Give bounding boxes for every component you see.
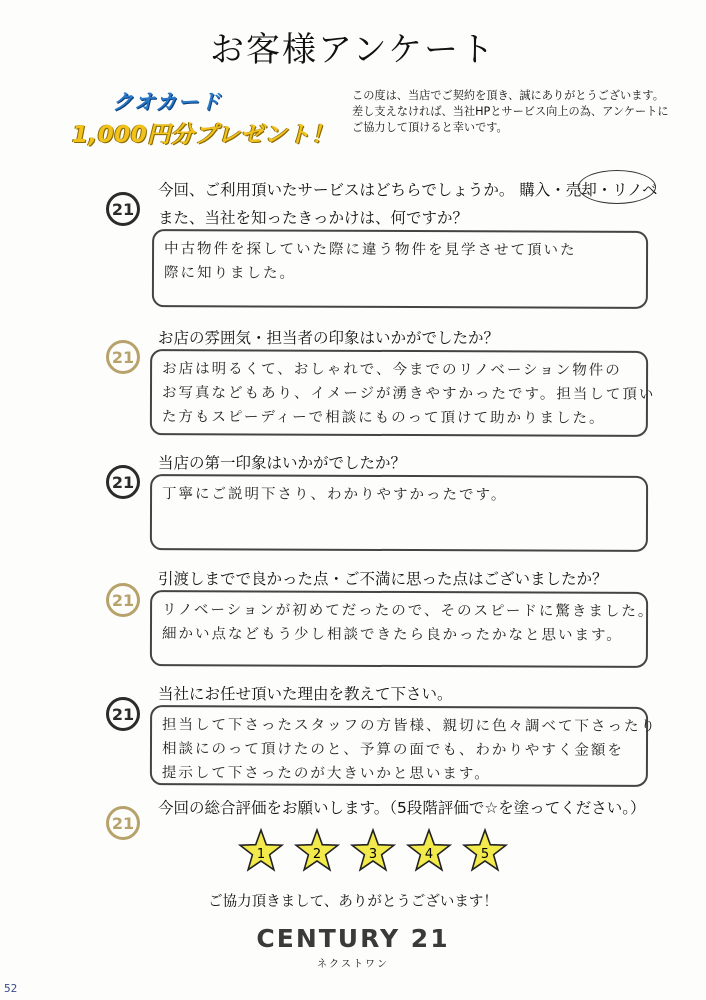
answer-line: 細かい点などもう少し相談できたら良かったかなと思います。 [161, 626, 623, 644]
rating-star-label: 5 [480, 847, 490, 862]
thanks-message: ご協力頂きまして、ありがとうございます！ [208, 894, 498, 910]
promo-amount: 1,000円分プレゼント！ [72, 122, 335, 148]
question-atmosphere: お店の雰囲気・担当者の印象はいかがでしたか？ [158, 329, 500, 347]
intro-line: ご協力して頂けると幸いです。 [352, 121, 508, 134]
answer-line: お写真などもあり、イメージが湧きやすかったです。担当して頂い [161, 385, 656, 403]
page-title: お客様アンケート [210, 30, 496, 70]
intro-line: この度は、当店でご契約を頂き、誠にありがとうございます。 [352, 89, 664, 102]
question-overall-rating: 今回の総合評価をお願いします。（5段階評価で☆を塗ってください。） [158, 799, 646, 817]
question-service: 今回、ご利用頂いたサービスはどちらでしょうか。 購入・売却・リノベ [158, 181, 658, 199]
question-handover: 引渡しまでで良かった点・ご不満に思った点はございましたか？ [158, 570, 608, 588]
answer-box-3[interactable] [150, 474, 648, 552]
century21-badge-icon: 21 [106, 806, 140, 840]
answer-line: リノベーションが初めてだったので、そのスピードに驚きました。 [162, 602, 655, 620]
question-reason: 当社にお任せ頂いた理由を教えて下さい。 [158, 685, 453, 703]
century21-badge-icon: 21 [106, 340, 140, 374]
company-name: ネクストワン [317, 959, 389, 970]
page-mark: 52 [4, 982, 18, 995]
answer-line: 相談にのって頂けたのと、予算の面でも、わかりやすく金額を [161, 741, 624, 759]
century21-badge-icon: 21 [106, 465, 140, 499]
answer-box-1[interactable] [152, 229, 648, 309]
rating-star-label: 4 [424, 847, 434, 862]
century21-badge-icon: 21 [106, 192, 140, 226]
century21-badge-icon: 21 [106, 583, 140, 617]
answer-box-2[interactable] [150, 349, 656, 437]
answer-box-4[interactable] [150, 590, 655, 668]
answer-line: た方もスピーディーで相談にものって頂けて助かりました。 [161, 409, 606, 427]
century21-logo: CENTURY 21 [256, 924, 450, 953]
century21-badge-icon: 21 [106, 697, 140, 731]
question-first-impression: 当店の第一印象はいかがでしたか？ [158, 454, 407, 472]
answer-line: 丁寧にご説明下さり、わかりやすかったです。 [162, 486, 508, 504]
answer-line: 際に知りました。 [163, 265, 297, 282]
rating-star-label: 2 [312, 847, 322, 862]
promo-quo-card: クオカード [112, 90, 222, 114]
answer-line: お店は明るくて、おしゃれで、今までのリノベーション物件の [162, 361, 622, 379]
answer-line: 担当して下さったスタッフの方皆様、親切に色々調べて下さったり [162, 717, 658, 735]
star-rating[interactable] [236, 826, 526, 874]
intro-line: 差し支えなければ、当社HPとサービス向上の為、アンケートに [352, 105, 669, 118]
selected-service-circle [578, 170, 656, 204]
question-how-found: また、当社を知ったきっかけは、何ですか？ [158, 209, 469, 227]
answer-box-5[interactable] [150, 705, 658, 787]
answer-line: 中古物件を探していた際に違う物件を見学させて頂いた [164, 241, 577, 259]
rating-star-label: 1 [256, 847, 266, 862]
rating-star-label: 3 [368, 847, 378, 862]
answer-line: 提示して下さったのが大きいかと思います。 [161, 765, 491, 783]
intro-text [352, 88, 672, 136]
